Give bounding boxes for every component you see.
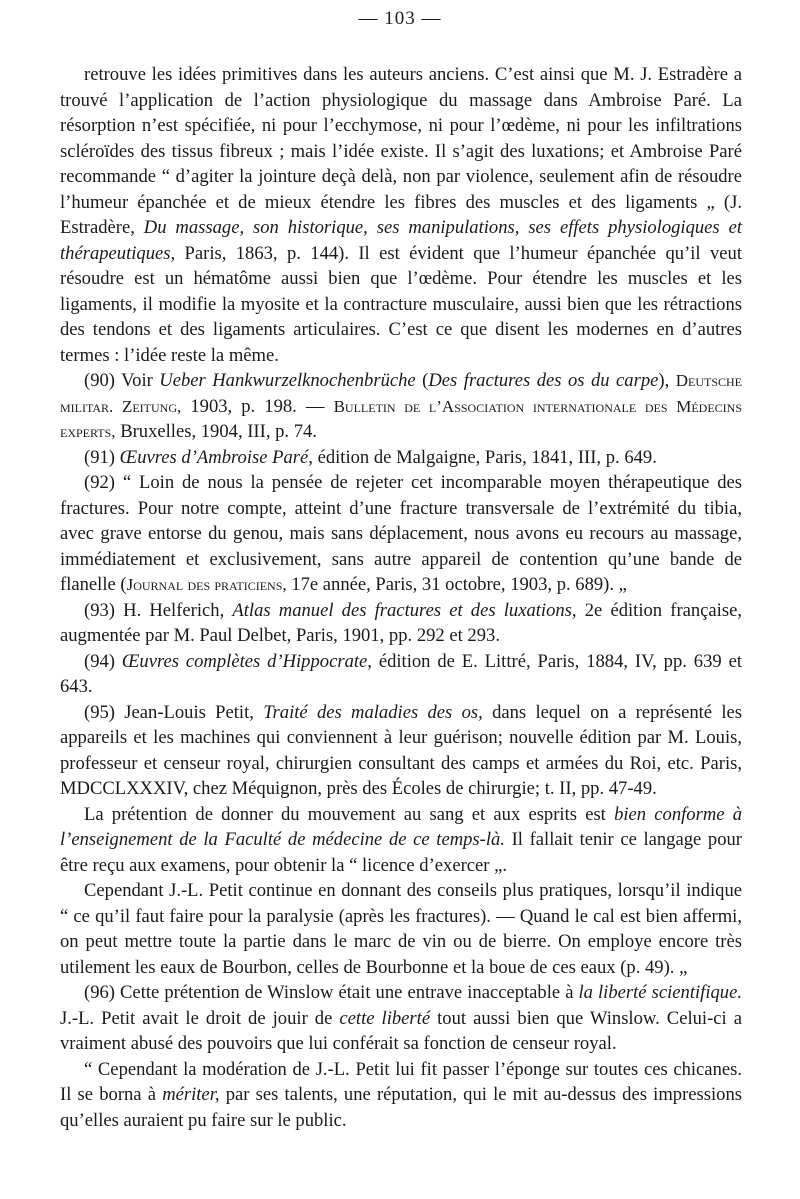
- paragraph: [60, 62, 742, 368]
- italic-text: bien conforme à l’enseignement de la Faculté de médecine de ce temps-là.: [60, 803, 742, 850]
- italic-text: Des fractures des os du carpe: [428, 370, 659, 391]
- text-run: ),: [658, 370, 676, 391]
- italic-text: Traité des maladies des os,: [263, 701, 483, 723]
- paragraph: [60, 368, 742, 445]
- text-run: dans lequel on a représenté les appareils et les machines qui conviennent à leur guérison; nouvelle édition par M. Louis, professeur et censeur royal, chirurgien consultant des camps et armées du Roi, etc. Paris, MDCCLXXXIV, chez Méquignon, près des Écoles de chirurgie; t. II, pp. 47-49.: [60, 701, 742, 799]
- paragraph: [60, 980, 742, 1057]
- italic-text: la liberté scientifique.: [578, 982, 742, 1003]
- paragraph: [60, 470, 742, 598]
- italic-text: Œuvres complètes d’Hippocrate,: [121, 650, 372, 672]
- text-run: (94): [84, 650, 122, 672]
- paragraph: [60, 802, 742, 879]
- paragraph: [60, 649, 742, 700]
- italic-text: Atlas manuel des fractures et des luxations,: [232, 599, 577, 621]
- text-run: (96) Cette prétention de Winslow était une entrave inacceptable à: [84, 982, 579, 1003]
- text-run: “ Cependant la modération de J.-L. Petit lui fit passer l’éponge sur toutes ces chicanes. Il se borna à: [60, 1058, 742, 1105]
- text-run: édition de Malgaigne, Paris, 1841, III, p. 649.: [312, 446, 657, 468]
- italic-text: Ueber Hankwurzelknochenbrüche: [159, 370, 416, 391]
- text-run: (: [415, 370, 429, 391]
- text-run: 2e édition française, augmentée par M. Paul Delbet, Paris, 1901, pp. 292 et 293.: [60, 599, 742, 646]
- text-run: (95) Jean-Louis Petit,: [84, 701, 264, 723]
- text-run: Il fallait tenir ce langage pour être reçu aux examens, pour obtenir la “ licence d’exercer „.: [60, 829, 743, 876]
- italic-text: mériter,: [162, 1084, 220, 1105]
- page-number: — 103 —: [358, 8, 442, 29]
- small-caps-text: Journal des praticiens,: [126, 575, 287, 594]
- text-run: (93) H. Helferich,: [84, 599, 233, 621]
- text-run: Paris, 1863, p. 144). Il est évident que l’humeur épanchée qu’il veut résoudre est un hématôme aussi bien que l’œdème. Pour étendre les muscles et les ligaments, il modifie la myosite et la contracture musculaire, aussi bien que les rétractions des tendons et des ligaments articulaires. C’est ce que disent les modernes en d’autres termes : l’idée reste la même.: [60, 242, 742, 366]
- text-run: tout aussi bien que Winslow. Celui-ci a vraiment abusé des pouvoirs que lui conférait sa fonction de censeur royal.: [60, 1007, 742, 1054]
- paragraph: [60, 1057, 742, 1134]
- small-caps-text: Bulletin de l’Association internationale des Médecins experts,: [60, 396, 743, 441]
- text-run: 17e année, Paris, 31 octobre, 1903, p. 689). „: [286, 574, 627, 595]
- italic-text: Du massage, son historique, ses manipulations, ses effets physiologiques et thérapeutiques,: [60, 217, 742, 264]
- body-text: [60, 62, 742, 1133]
- paragraph: [60, 445, 742, 471]
- italic-text: Œuvres d’Ambroise Paré,: [119, 446, 313, 468]
- text-run: (91): [84, 446, 120, 468]
- paragraph: [60, 878, 742, 980]
- italic-text: cette liberté: [339, 1007, 431, 1029]
- text-run: J.-L. Petit avait le droit de jouir de: [60, 1007, 340, 1029]
- paragraph: [60, 700, 742, 802]
- text-run: édition de E. Littré, Paris, 1884, IV, pp. 639 et 643.: [60, 650, 742, 697]
- paragraph: [60, 598, 742, 649]
- text-run: retrouve les idées primitives dans les auteurs anciens. C’est ainsi que M. J. Estradère a trouvé l’application de l’action physiologique du massage dans Ambroise Paré. La résorption n’est spécifiée, ni pour l’ecchymose, ni pour l’œdème, ni pour les infiltrations scléroïdes des tissus fibreux ; mais l’idée existe. Il s’agit des luxations; et Ambroise Paré recommande “ d’agiter la jointure deçà delà, non par violence, seulement afin de résoudre l’humeur épanchée et de mieux étendre les fibres des muscles et des ligaments „ (J. Estradère,: [60, 64, 742, 238]
- text-run: par ses talents, une réputation, qui le mit au-dessus des impressions qu’elles auraient pu faire sur le public.: [60, 1084, 742, 1131]
- text-run: (90) Voir: [84, 370, 160, 391]
- small-caps-text: Deutsche militar. Zeitung,: [60, 371, 743, 416]
- text-run: 1903, p. 198. —: [181, 395, 334, 417]
- text-run: (92) “ Loin de nous la pensée de rejeter cet incomparable moyen thérapeutique des fractures. Pour notre compte, atteint d’une fracture transversale de l’extrémité du tibia, avec grave entorse du genou, mais sans déplacement, nous avons eu recours au massage, immédiatement et exclusivement, sans autre appareil de contention qu’une bande de flanelle (: [60, 472, 742, 595]
- text-run: Cependant J.-L. Petit continue en donnant des conseils plus pratiques, lorsqu’il indique “ ce qu’il faut faire pour la paralysie (après les fractures). — Quand le cal est bien affermi, on peut mettre toute la partie dans le marc de vin ou de bierre. On employe encore très utilement les eaux de Bourbon, celles de Bourbonne et la boue de ces eaux (p. 49). „: [60, 880, 742, 978]
- text-run: La prétention de donner du mouvement au sang et aux esprits est: [84, 803, 615, 825]
- text-run: Bruxelles, 1904, III, p. 74.: [115, 421, 317, 442]
